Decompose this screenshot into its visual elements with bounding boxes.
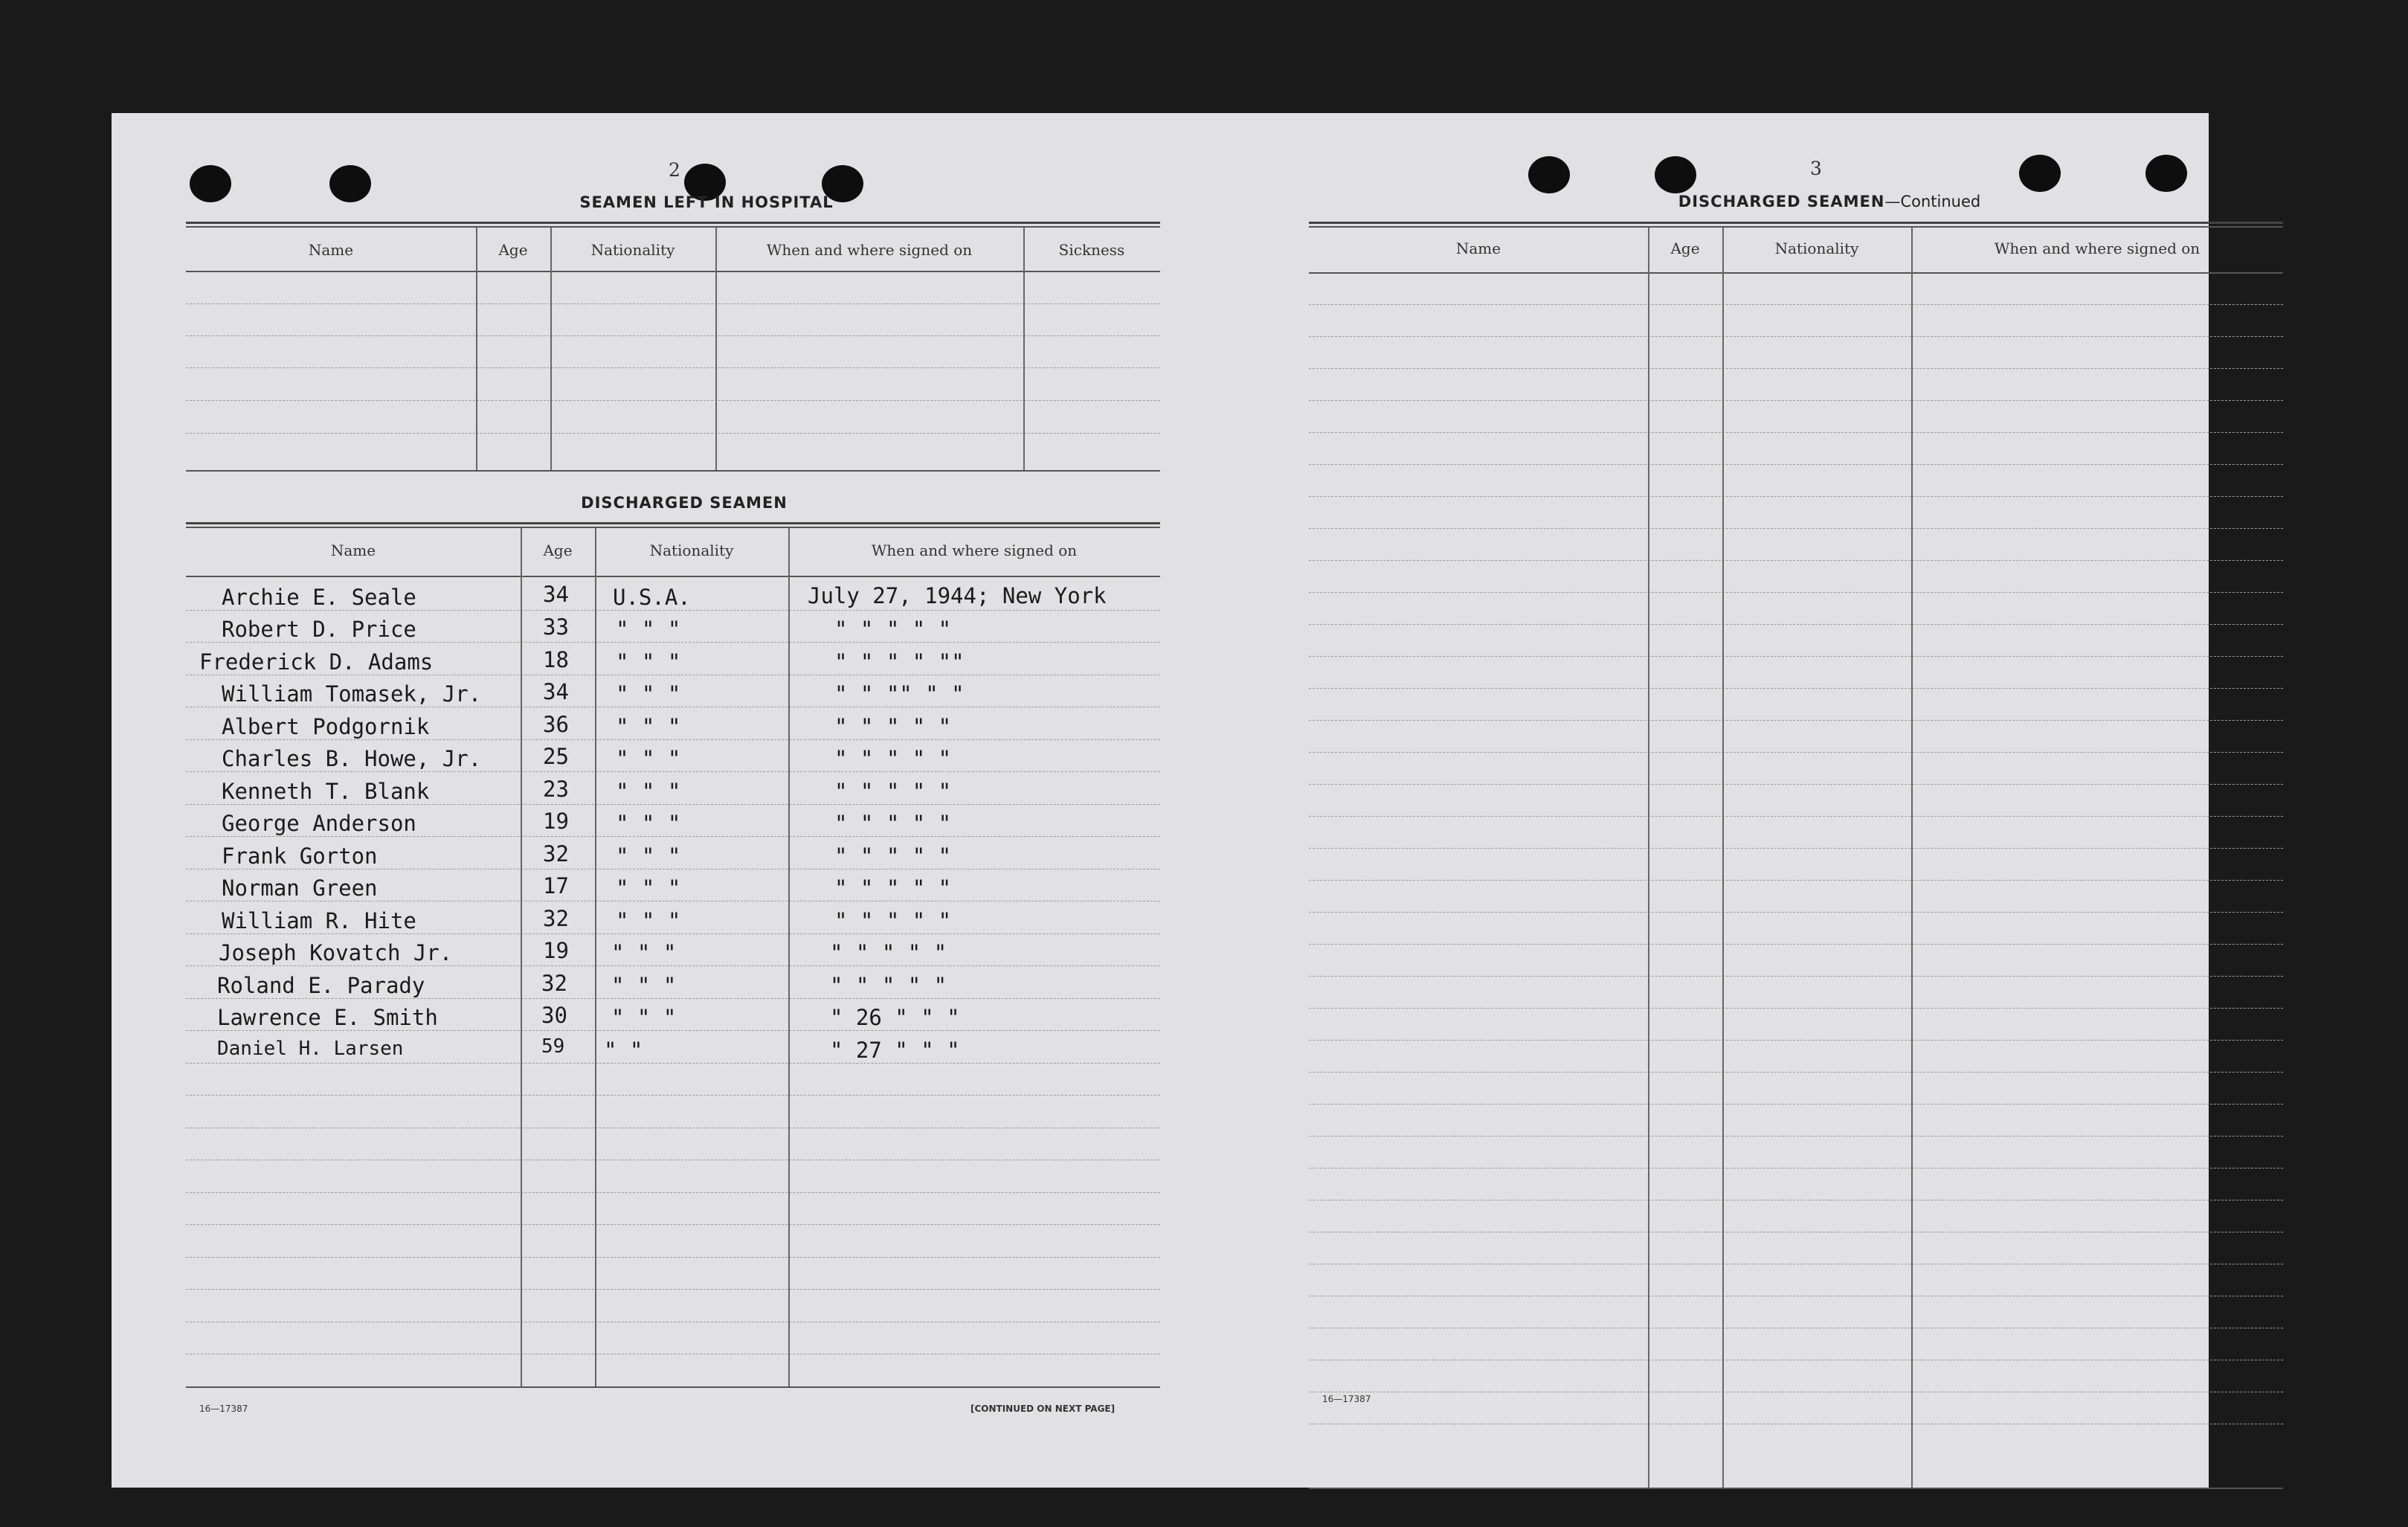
seaman-nationality: " " " [616,779,681,804]
seaman-nationality: " " " [616,746,681,771]
seaman-age: 32 [543,906,569,931]
seaman-age: 19 [543,938,569,963]
seaman-nationality: " " " [611,973,677,998]
col-header-name: Name [330,541,376,559]
seaman-nationality: " " " [616,843,681,869]
col-header-nationality: Nationality [1774,240,1859,257]
seaman-name: Frank Gorton [222,843,378,869]
seaman-signed-on: " " " " " [834,908,952,933]
seaman-signed-on: " " " " "" [834,649,965,675]
seaman-signed-on: " " " " " [834,617,952,642]
col-header-age: Age [1670,240,1700,257]
form-number-right: 16—17387 [1322,1394,1371,1404]
seaman-name: William Tomasek, Jr. [222,681,482,707]
punch-hole [2019,155,2061,192]
punch-hole [1655,156,1696,193]
right-section-title [1599,193,2060,210]
seaman-name: Norman Green [222,875,378,901]
punch-hole [329,165,371,202]
seaman-age: 32 [543,841,569,867]
seaman-signed-on: " " " " " [834,875,952,901]
seaman-age: 59 [541,1035,565,1058]
seaman-age: 34 [543,679,569,704]
seaman-age: 25 [543,744,569,769]
right-section-title-suffix: —Continued [1884,193,1981,210]
seaman-age: 33 [543,614,569,640]
seaman-signed-on: " " " " " [834,714,952,739]
page-number-right: 3 [1810,158,1822,179]
col-header-nationality: Nationality [649,541,734,559]
discharged-continued-table [1309,222,2283,1494]
seaman-age: 23 [543,777,569,802]
right-section-title-main: DISCHARGED SEAMEN [1678,193,1885,210]
discharged-table [186,522,1160,1392]
seaman-name: Roland E. Parady [217,973,425,998]
seaman-age: 18 [543,647,569,672]
col-header-sickness: Sickness [1058,241,1125,259]
form-number-left: 16—17387 [199,1404,248,1414]
continued-note: [CONTINUED ON NEXT PAGE] [970,1404,1116,1414]
seaman-name: William R. Hite [222,908,416,933]
seaman-nationality: " " " [616,714,681,739]
seaman-nationality: " " " [616,681,681,707]
col-header-age: Age [498,241,528,259]
seaman-name: Robert D. Price [222,617,416,642]
col-header-age: Age [543,541,573,559]
seaman-nationality: " " " [616,908,681,933]
seaman-nationality: " " [604,1038,643,1063]
col-header-signed-on: When and where signed on [766,241,973,259]
seaman-signed-on: " " "" " " [834,681,965,707]
col-header-name: Name [308,241,354,259]
seaman-name: George Anderson [222,811,416,836]
seaman-age: 17 [543,873,569,898]
punch-hole [2145,155,2187,192]
page-number-left: 2 [669,159,680,181]
seaman-name: Lawrence E. Smith [217,1005,438,1030]
hospital-section-title: SEAMEN LEFT IN HOSPITAL [579,193,834,211]
seaman-nationality: U.S.A. [613,585,691,610]
seaman-signed-on: " 27 " " " [830,1038,960,1063]
seaman-nationality: " " " [616,617,681,642]
seaman-signed-on: " " " " " [834,779,952,804]
seaman-signed-on: " " " " " [834,843,952,869]
seaman-nationality: " " " [616,875,681,901]
col-header-signed-on: When and where signed on [1994,240,2201,257]
seaman-signed-on: " " " " " [830,973,947,998]
seaman-signed-on: July 27, 1944; New York [808,583,1107,608]
seaman-name: Kenneth T. Blank [222,779,430,804]
seaman-signed-on: " " " " " [830,940,947,965]
seaman-age: 36 [543,712,569,737]
seaman-age: 34 [543,582,569,607]
col-header-nationality: Nationality [590,241,675,259]
seaman-signed-on: " " " " " [834,746,952,771]
seaman-name: Archie E. Seale [222,585,416,610]
seaman-signed-on: " " " " " [834,811,952,836]
seaman-age: 32 [541,971,567,996]
seaman-signed-on: " 26 " " " [830,1005,960,1030]
seaman-nationality: " " " [611,940,677,965]
col-header-name: Name [1455,240,1501,257]
col-header-signed-on: When and where signed on [871,541,1078,559]
punch-hole [1528,156,1570,193]
seaman-nationality: " " " [616,649,681,675]
seaman-nationality: " " " [616,811,681,836]
seaman-age: 30 [541,1003,567,1028]
seaman-name: Joseph Kovatch Jr. [219,940,453,965]
punch-hole [190,165,231,202]
ledger-sheet [112,113,2209,1488]
seaman-nationality: " " " [611,1005,677,1030]
hospital-table [186,222,1160,475]
seaman-name: Charles B. Howe, Jr. [222,746,482,771]
seaman-age: 19 [543,808,569,834]
seaman-name: Albert Podgornik [222,714,430,739]
seaman-name: Daniel H. Larsen [217,1038,404,1060]
seaman-name: Frederick D. Adams [199,649,434,675]
discharged-section-title: DISCHARGED SEAMEN [581,494,788,512]
